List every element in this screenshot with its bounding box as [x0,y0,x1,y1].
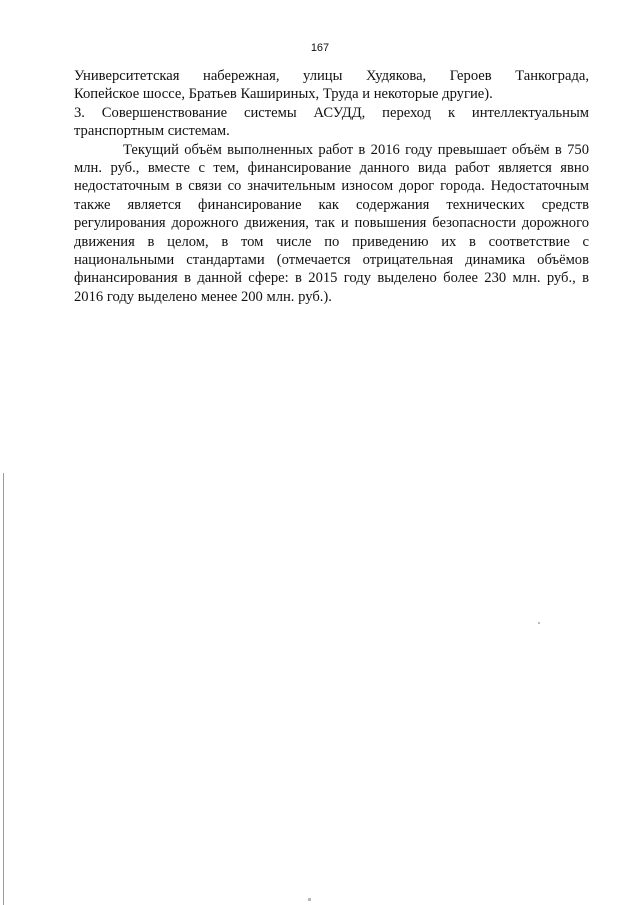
body-text [74,67,589,306]
text-line: регулирования дорожного движения, так и повышения безопасности дорожного [74,215,589,232]
text-line: транспортным системам. [74,123,230,140]
text-line: также является финансирование как содержания технических средств [74,196,589,213]
page-number: 167 [310,42,330,54]
list-item-3 [74,104,589,141]
text-line: 2016 году выделено менее 200 млн. руб.). [74,288,332,305]
scan-speck [308,898,311,901]
text-line: Текущий объём выполненных работ в 2016 году превышает объём в 750 [123,141,589,158]
text-line: финансирования в данной сфере: в 2015 году выделено более 230 млн. руб., в [74,270,589,287]
text-line: национальными стандартами (отмечается отрицательная динамика объёмов [74,252,589,269]
text-line: Копейское шоссе, Братьев Кашириных, Труда и некоторые другие). [74,86,493,103]
paragraph-financing [74,141,589,307]
scan-edge-line [3,473,4,905]
text-line: движения в целом, в том числе по приведению их в соответствие с [74,233,589,250]
text-line: Университетская набережная, улицы Худякова, Героев Танкограда, [74,68,589,84]
text-line: недостаточным в связи со значительным износом дорог города. Недостаточным [74,178,589,195]
text-line: 3. Совершенствование системы АСУДД, переход к интеллектуальным [74,104,589,121]
text-line: млн. руб., вместе с тем, финансирование данного вида работ является явно [74,160,589,177]
scan-speck [538,622,540,624]
paragraph-streets [74,67,589,104]
